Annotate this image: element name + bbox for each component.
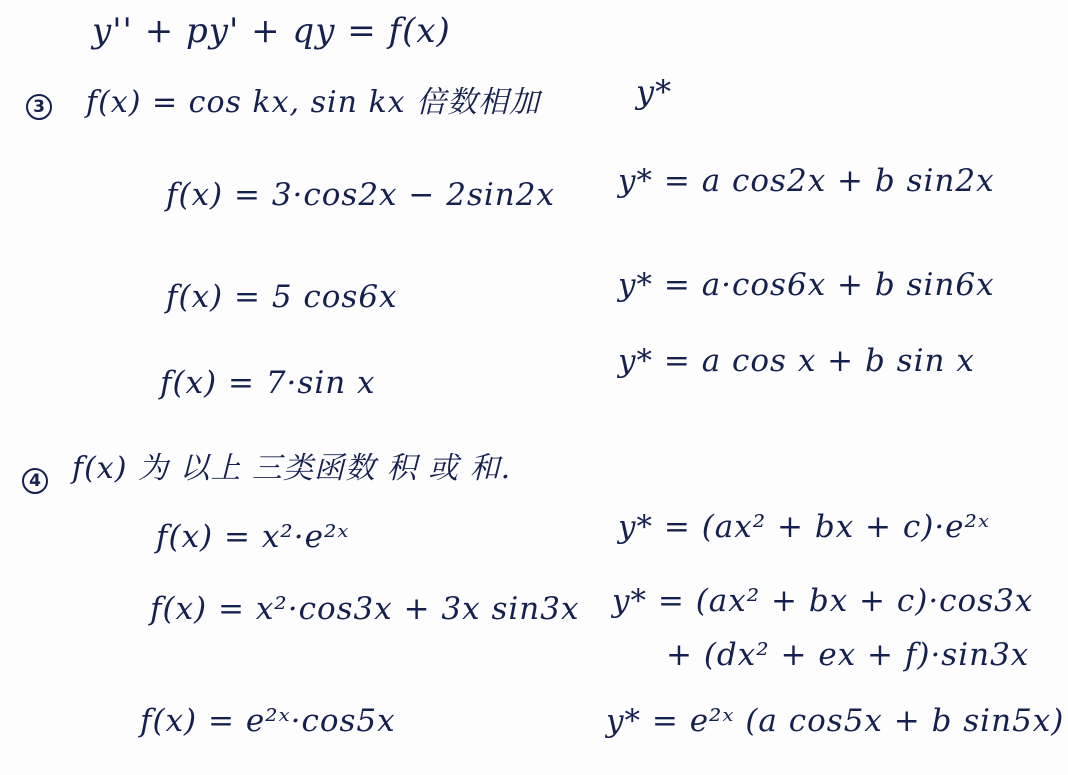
s3-row3-y: y* = a cos x + b sin x — [618, 343, 975, 379]
s3-row1-y: y* = a cos2x + b sin2x — [618, 163, 995, 199]
s3-row3-f: f(x) = 7·sin x — [160, 365, 376, 401]
s3-row1-f: f(x) = 3·cos2x − 2sin2x — [166, 177, 555, 213]
s4-row2-y-continuation: + (dx² + ex + f)·sin3x — [666, 637, 1030, 673]
s4-row1-f: f(x) = x²·e²ˣ — [156, 519, 350, 555]
section-3-y-star-label: y* — [636, 73, 673, 111]
section-3-heading: f(x) = cos kx, sin kx 倍数相加 — [86, 85, 541, 120]
s3-row2-f: f(x) = 5 cos6x — [166, 279, 398, 315]
s4-row3-f: f(x) = e²ˣ·cos5x — [140, 703, 396, 739]
s4-row1-y: y* = (ax² + bx + c)·e²ˣ — [618, 509, 990, 545]
s3-row2-y: y* = a·cos6x + b sin6x — [618, 267, 995, 303]
s4-row3-y: y* = e²ˣ (a cos5x + b sin5x) — [606, 703, 1065, 739]
section-3-marker: 3 — [26, 94, 52, 120]
s4-row2-y: y* = (ax² + bx + c)·cos3x — [612, 583, 1034, 619]
ode-equation: y'' + py' + qy = f(x) — [92, 11, 451, 51]
section-4-marker: 4 — [22, 468, 48, 494]
section-4-heading: f(x) 为 以上 三类函数 积 或 和. — [72, 451, 512, 486]
s4-row2-f: f(x) = x²·cos3x + 3x sin3x — [150, 591, 580, 627]
